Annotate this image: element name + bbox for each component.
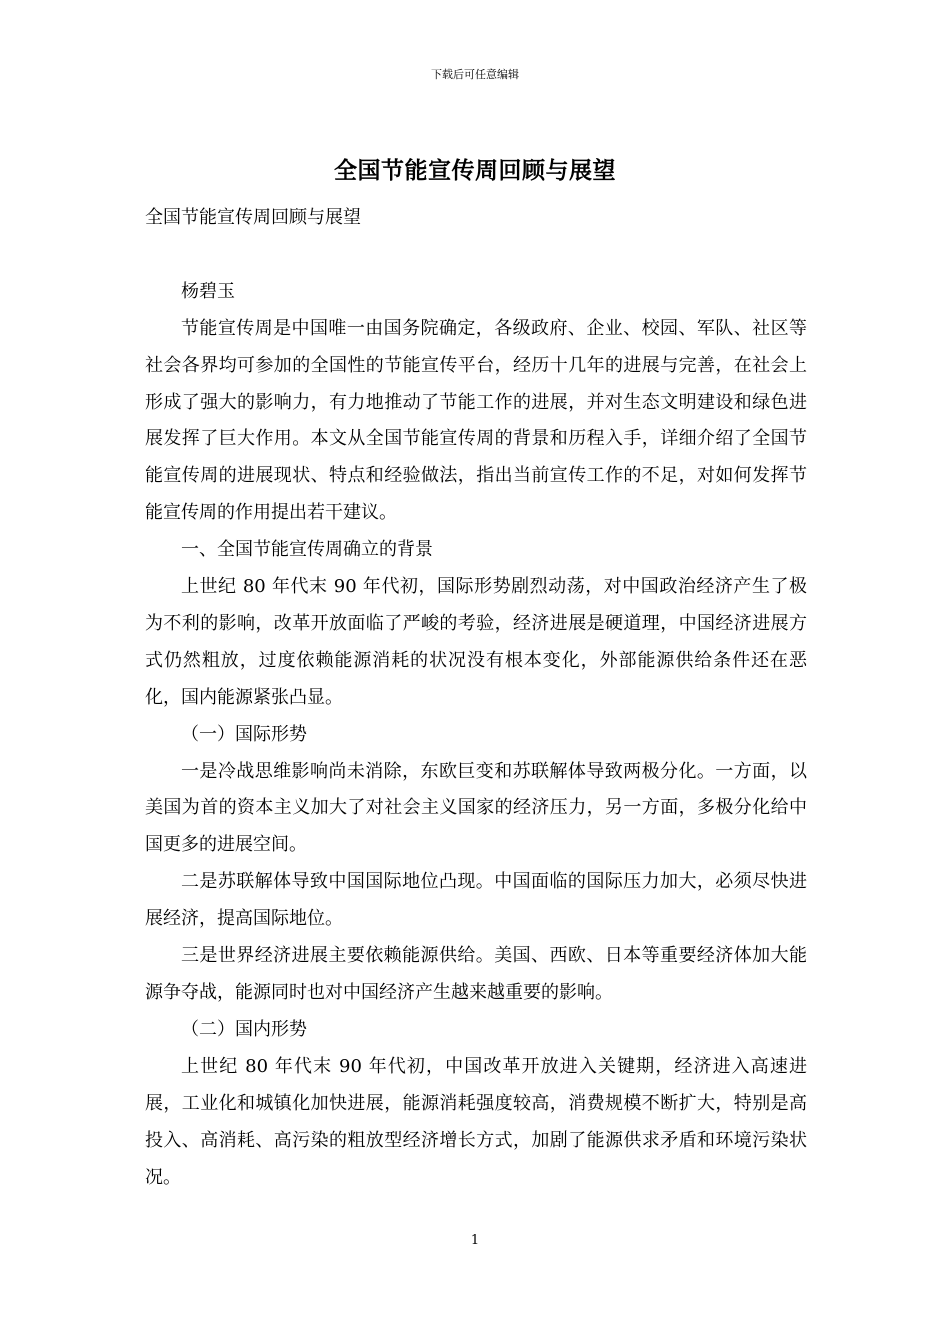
header-note: 下载后可任意编辑 (431, 68, 519, 81)
paragraph-abstract: 节能宣传周是中国唯一由国务院确定，各级政府、企业、校园、军队、社区等社会各界均可参加的全国性的节能宣传平台，经历十几年的进展与完善，在社会上形成了强大的影响力，有力地推动了节能工作的进展，并对生态文明建设和绿色进展发挥了巨大作用。本文从全国节能宣传周的背景和历程入手，详细介绍了全国节能宣传周的进展现状、特点和经验做法，指出当前宣传工作的不足，对如何发挥节能宣传周的作用提出若干建议。 (145, 317, 807, 524)
paragraph-international-1: 一是冷战思维影响尚未消除，东欧巨变和苏联解体导致两极分化。一方面，以美国为首的资本主义加大了对社会主义国家的经济压力，另一方面，多极分化给中国更多的进展空间。 (145, 760, 807, 856)
paragraph-domestic: 上世纪 80 年代末 90 年代初，中国改革开放进入关键期，经济进入高速进展，工业化和城镇化加快进展，能源消耗强度较高，消费规模不断扩大，特别是高投入、高消耗、高污染的粗放型经济增长方式，加剧了能源供求矛盾和环境污染状况。 (145, 1055, 807, 1188)
paragraph-international-2: 二是苏联解体导致中国国际地位凸现。中国面临的国际压力加大，必须尽快进展经济，提高国际地位。 (145, 871, 807, 930)
subsection-heading-international: （一）国际形势 (181, 723, 307, 745)
author-name: 杨碧玉 (181, 280, 235, 302)
document-subtitle: 全国节能宣传周回顾与展望 (145, 207, 361, 228)
subsection-heading-domestic: （二）国内形势 (181, 1018, 307, 1040)
blank-line (145, 237, 807, 274)
document-title: 全国节能宣传周回顾与展望 (334, 157, 616, 184)
page-number: 1 (470, 1233, 480, 1248)
paragraph-international-3: 三是世界经济进展主要依赖能源供给。美国、西欧、日本等重要经济体加大能源争夺战，能源同时也对中国经济产生越来越重要的影响。 (145, 945, 807, 1004)
document-body (145, 200, 807, 1196)
paragraph-background: 上世纪 80 年代末 90 年代初，国际形势剧烈动荡，对中国政治经济产生了极为不利的影响，改革开放面临了严峻的考验，经济进展是硬道理，中国经济进展方式仍然粗放，过度依赖能源消耗的状况没有根本变化，外部能源供给条件还在恶化，国内能源紧张凸显。 (145, 576, 807, 708)
section-heading-background: 一、全国节能宣传周确立的背景 (181, 539, 433, 561)
